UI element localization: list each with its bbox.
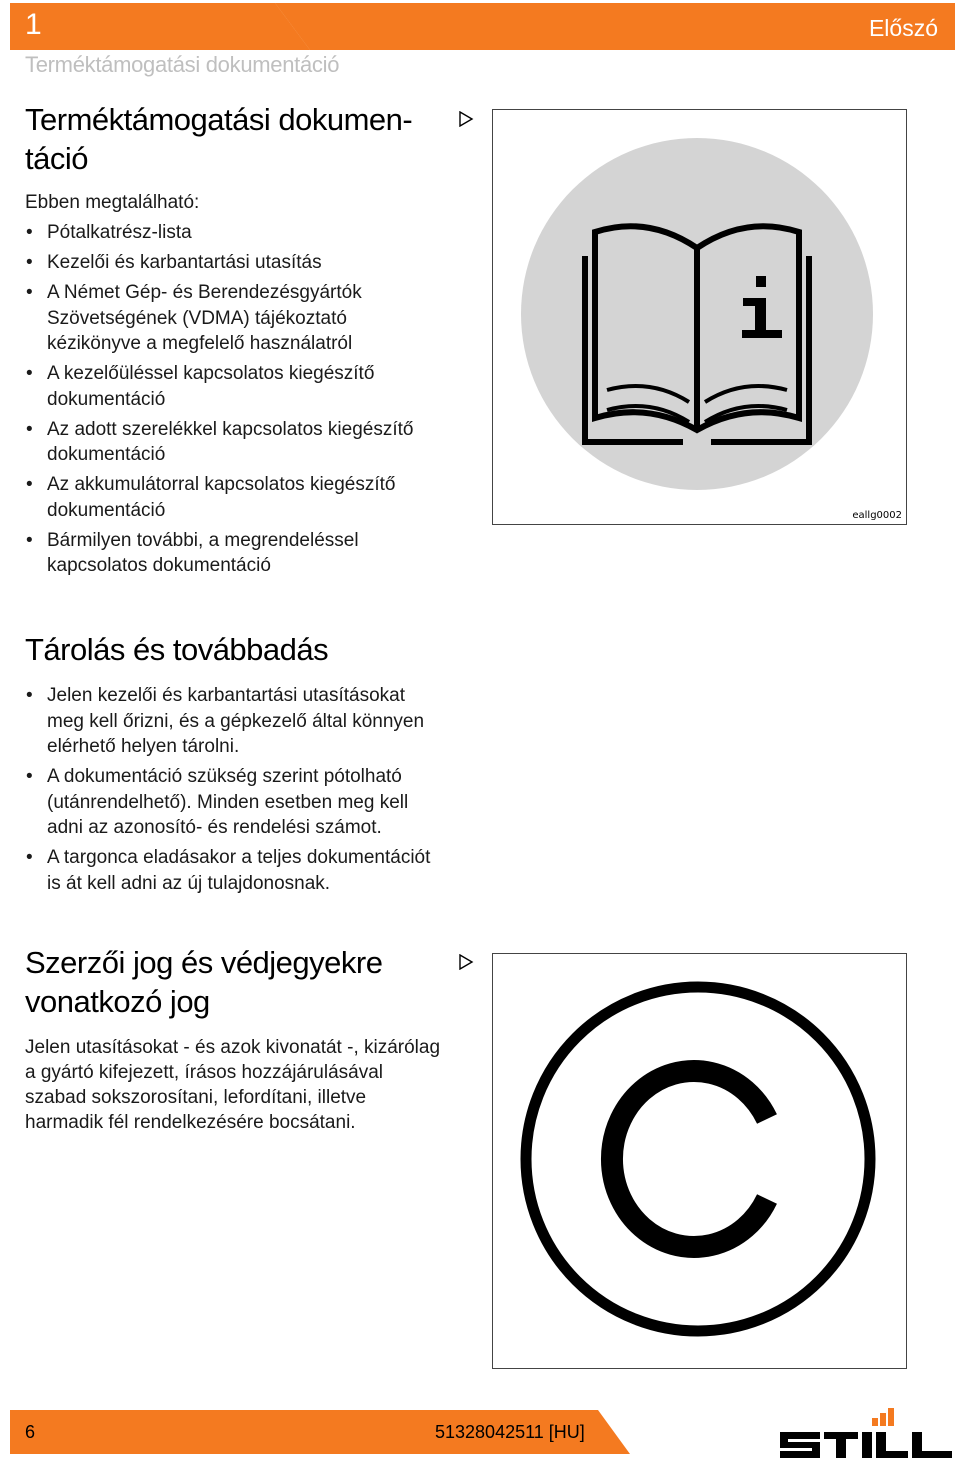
figure-label: eallg0002: [852, 510, 902, 521]
still-logo-mark: [780, 1432, 952, 1458]
header-bar: [10, 3, 955, 50]
running-head: Terméktámogatási dokumentáció: [25, 52, 340, 77]
manual-info-icon: [493, 110, 906, 524]
storage-list: [25, 683, 445, 896]
section-heading: [25, 943, 445, 1021]
figure-marker-icon: [458, 954, 474, 970]
still-logo: [780, 1432, 952, 1463]
intro-text: Ebben megtalálható:: [25, 192, 200, 213]
list-item: • Kezelői és karbantartási utasítás: [25, 250, 445, 276]
still-logo-accent: [870, 1408, 896, 1428]
figure-manual-info: [492, 109, 907, 525]
list-item: • A dokumentáció szükség szerint pótolható (utánrendelhető). Minden esetben meg kell adni az azonosító- és rendelési számot.: [25, 764, 445, 841]
page-number: 6: [25, 1422, 36, 1442]
chapter-number: 1: [25, 8, 42, 41]
list-item: • A kezelőüléssel kapcsolatos kiegészítő dokumentáció: [25, 361, 445, 412]
list-item: • A Német Gép- és Berendezésgyártók Szövetségének (VDMA) tájékoztató kézikönyve a megfelelő használatról: [25, 280, 445, 357]
copyright-text: Jelen utasításokat - és azok kivonatát -, kizárólag a gyártó kifejezett, írásos hozzájárulásával szabad sokszorosítani, lefordítani, illetve harmadik fél rendelkezésére bocsátani.: [25, 1037, 441, 1133]
document-number: 51328042511 [HU]: [435, 1422, 585, 1442]
list-item: • Az adott szerelékkel kapcsolatos kiegészítő dokumentáció: [25, 417, 445, 468]
heading-line: vonatkozó jog: [25, 984, 210, 1019]
list-item: • Az akkumulátorral kapcsolatos kiegészítő dokumentáció: [25, 472, 445, 523]
list-item: • A targonca eladásakor a teljes dokumentációt is át kell adni az új tulajdonosnak.: [25, 845, 445, 896]
heading-line: Terméktámogatási dokumen-: [25, 102, 413, 137]
figure-copyright: [492, 953, 907, 1369]
list-item: • Jelen kezelői és karbantartási utasításokat meg kell őrizni, és a gépkezelő által könnyen elérhető helyen tárolni.: [25, 683, 445, 760]
section-heading: [25, 100, 445, 178]
chapter-title: Előszó: [868, 15, 938, 41]
section-heading: Tárolás és továbbadás: [25, 632, 329, 667]
list-item: • Bármilyen további, a megrendeléssel kapcsolatos dokumentáció: [25, 528, 445, 579]
list-item: • Pótalkatrész-lista: [25, 220, 445, 246]
section-product-documentation: [25, 100, 445, 583]
copyright-icon: [493, 954, 906, 1368]
section-copyright: [25, 943, 445, 1135]
heading-line: Szerzői jog és védjegyekre: [25, 945, 383, 980]
header-bar-shape: [10, 3, 955, 50]
section-storage-transfer: [25, 630, 445, 901]
figure-marker-icon: [458, 111, 474, 127]
heading-line: táció: [25, 141, 88, 176]
document-list: [25, 220, 445, 579]
